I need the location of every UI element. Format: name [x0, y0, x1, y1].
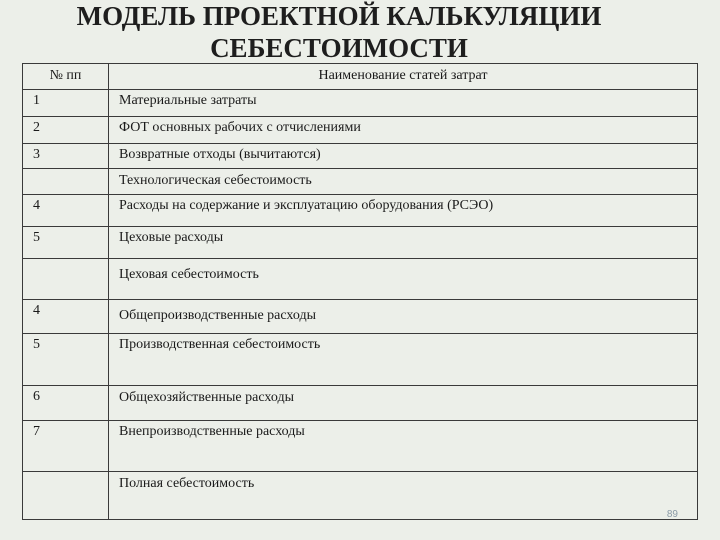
cost-item-name: Материальные затраты: [109, 90, 698, 117]
cost-item-name: Цеховые расходы: [109, 227, 698, 259]
table-row: [23, 90, 698, 117]
subtotal-row: [23, 259, 698, 300]
row-number: 6: [23, 386, 109, 421]
table-row: [23, 386, 698, 421]
table-row: [23, 117, 698, 144]
page-number: 89: [666, 509, 678, 520]
cost-item-name: Общехозяйственные расходы: [109, 386, 698, 421]
total-row: [23, 472, 698, 520]
table-row: [23, 300, 698, 334]
table-row: [23, 227, 698, 259]
table-row: [23, 421, 698, 472]
cost-item-name: Общепроизводственные расходы: [109, 300, 698, 334]
row-number: [23, 169, 109, 195]
cost-item-name: Внепроизводственные расходы: [109, 421, 698, 472]
cost-item-name: Расходы на содержание и эксплуатацию оборудования (РСЭО): [109, 195, 698, 227]
table-header-row: [23, 64, 698, 90]
row-number: 4: [23, 195, 109, 227]
table-row: [23, 195, 698, 227]
subtotal-name: Технологическая себестоимость: [109, 169, 698, 195]
row-number: 4: [23, 300, 109, 334]
column-header-number: № пп: [23, 64, 109, 90]
cost-item-name: Производственная себестоимость: [109, 334, 698, 386]
cost-item-name: ФОТ основных рабочих с отчислениями: [109, 117, 698, 144]
row-number: 5: [23, 334, 109, 386]
page-title: [0, 0, 660, 64]
table-row: [23, 144, 698, 169]
row-number: 1: [23, 90, 109, 117]
total-name: Полная себестоимость: [109, 472, 698, 520]
title-line-2: СЕБЕСТОИМОСТИ: [210, 33, 468, 63]
cost-items-table: [22, 63, 698, 520]
row-number: 7: [23, 421, 109, 472]
column-header-name: Наименование статей затрат: [109, 64, 698, 90]
subtotal-row: [23, 169, 698, 195]
title-line-1: МОДЕЛЬ ПРОЕКТНОЙ КАЛЬКУЛЯЦИИ: [76, 1, 602, 31]
row-number: [23, 259, 109, 300]
row-number: 5: [23, 227, 109, 259]
subtotal-name: Цеховая себестоимость: [109, 259, 698, 300]
row-number: 3: [23, 144, 109, 169]
table-row: [23, 334, 698, 386]
cost-item-name: Возвратные отходы (вычитаются): [109, 144, 698, 169]
row-number: 2: [23, 117, 109, 144]
row-number: [23, 472, 109, 520]
